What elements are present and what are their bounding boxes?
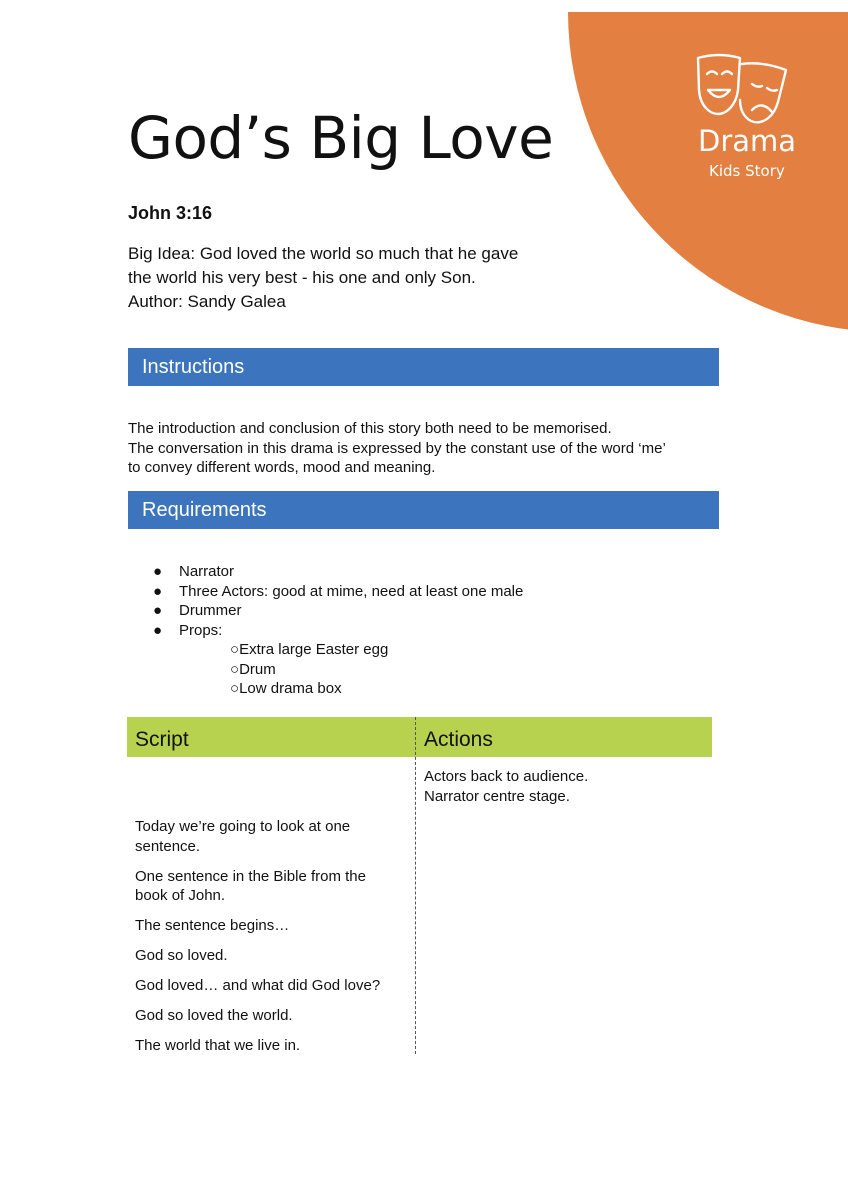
author-line: Author: Sandy Galea xyxy=(128,292,286,311)
list-item: ● Props: xyxy=(153,621,223,639)
circle-bullet-icon: ○ xyxy=(230,660,240,678)
circle-bullet-icon: ○ xyxy=(230,641,240,658)
table-header xyxy=(127,717,712,757)
instructions-line: The conversation in this drama is expressed by the constant use of the word ‘me’ xyxy=(128,439,666,457)
list-item: ● Three Actors: good at mime, need at least one male xyxy=(153,582,524,600)
script-line: One sentence in the Bible from the book of John. xyxy=(135,867,366,904)
requirements-heading: Requirements xyxy=(128,491,719,529)
brand-subtitle: Kids Story xyxy=(709,162,785,180)
script-column-header: Script xyxy=(135,728,189,751)
sub-list-item: ○Low drama box xyxy=(230,680,342,697)
bullet-icon: ● xyxy=(153,582,163,600)
column-divider xyxy=(415,717,416,1054)
bullet-icon: ● xyxy=(153,563,163,580)
sub-list-item: ○Drum xyxy=(230,660,276,678)
bullet-icon: ● xyxy=(153,621,163,639)
big-idea xyxy=(128,242,568,314)
script-table xyxy=(127,717,712,1054)
brand-corner xyxy=(568,12,848,336)
theatre-masks-icon xyxy=(694,52,802,134)
scripture-reference: John 3:16 xyxy=(128,203,213,223)
list-item: ● Narrator xyxy=(153,563,235,580)
page-title: God’s Big Love xyxy=(128,104,554,172)
instructions-line: to convey different words, mood and meaning. xyxy=(128,459,436,476)
list-item: ● Drummer xyxy=(153,602,242,619)
script-line: God so loved. xyxy=(135,947,228,964)
script-cell xyxy=(135,817,405,1066)
action-line: Narrator centre stage. xyxy=(424,788,570,805)
script-line: The sentence begins… xyxy=(135,917,290,934)
big-idea-line: the world his very best - his one and only Son. xyxy=(128,268,476,287)
brand-word: Drama xyxy=(698,124,797,158)
actions-cell xyxy=(424,767,704,807)
circle-bullet-icon: ○ xyxy=(230,680,240,697)
instructions-heading: Instructions xyxy=(128,348,719,386)
action-line: Actors back to audience. xyxy=(424,768,589,785)
requirements-list xyxy=(150,562,523,699)
actions-column-header: Actions xyxy=(424,728,493,751)
big-idea-line: Big Idea: God loved the world so much that he gave xyxy=(128,244,519,263)
script-line: Today we’re going to look at one sentence. xyxy=(135,818,351,855)
script-line: The world that we live in. xyxy=(135,1037,301,1054)
instructions-line: The introduction and conclusion of this story both need to be memorised. xyxy=(128,420,612,437)
bullet-icon: ● xyxy=(153,602,163,619)
instructions-text xyxy=(128,419,728,478)
script-line: God so loved the world. xyxy=(135,1007,293,1024)
script-line: God loved… and what did God love? xyxy=(135,977,381,994)
sub-list-item: ○Extra large Easter egg xyxy=(230,641,389,658)
